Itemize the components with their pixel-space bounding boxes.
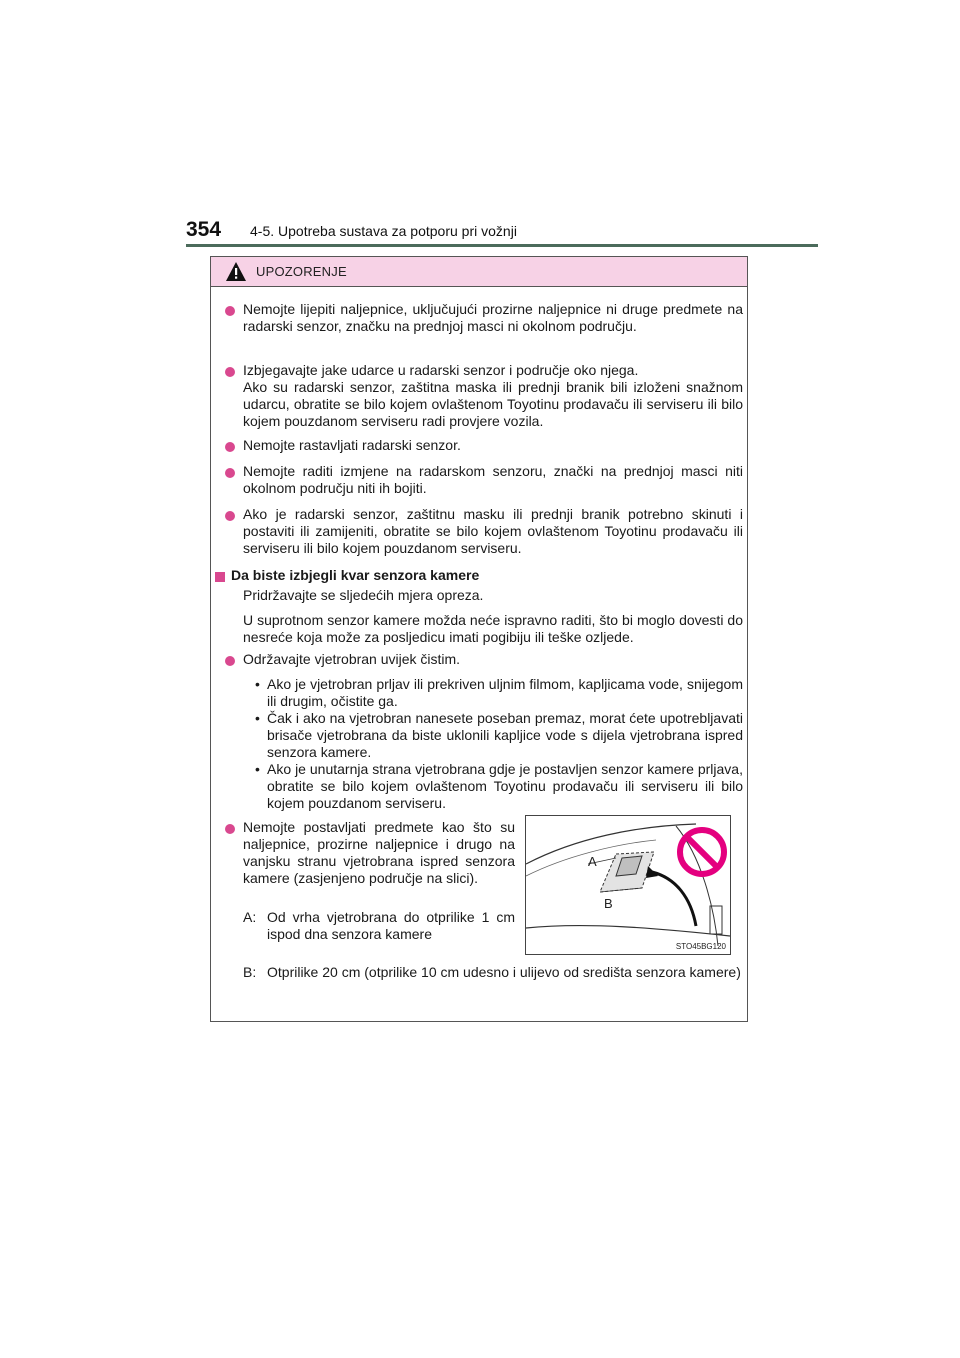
figure-label-a: A bbox=[588, 854, 597, 869]
camera-heading: Da biste izbjegli kvar senzora kamere bbox=[231, 567, 480, 583]
sub-bullet-marker: • bbox=[255, 761, 260, 777]
warning-bullet-2: Izbjegavajte jake udarce u radarski senzor i područje oko njega. bbox=[243, 362, 639, 378]
bullet-icon bbox=[225, 367, 235, 377]
warning-bullet-5: Ako je radarski senzor, zaštitnu masku ili prednji branik potrebno skinuti i postaviti ili zamijeniti, obratite se bilo kojem ovlaštenom Toyotinu prodavaču ili serviseru ili bilo kojem pouzdanom serviseru. bbox=[243, 506, 743, 556]
warning-triangle-icon bbox=[225, 261, 247, 282]
note-b-text: Otprilike 20 cm (otprilike 10 cm udesno i ulijevo od središta senzora kamere) bbox=[267, 964, 741, 980]
bullet-icon bbox=[225, 656, 235, 666]
warning-title: UPOZORENJE bbox=[256, 264, 347, 279]
sticker-bullet: Nemojte postavljati predmete kao što su naljepnice, prozirne naljepnice i drugo na vanjsku stranu vjetrobrana ispred senzora kamere (zasjenjeno područje na slici). bbox=[243, 819, 515, 886]
clean-windshield-bullet: Održavajte vjetrobran uvijek čistim. bbox=[243, 651, 461, 667]
section-title: 4-5. Upotreba sustava za potporu pri vožnji bbox=[250, 223, 517, 239]
bullet-icon bbox=[225, 824, 235, 834]
warning-header bbox=[211, 257, 747, 287]
figure-code: STO45BG120 bbox=[675, 942, 726, 951]
bullet-icon bbox=[225, 442, 235, 452]
note-b-label: B: bbox=[243, 964, 257, 980]
warning-bullet-4: Nemojte raditi izmjene na radarskom senzoru, znački na prednjoj masci niti okolnom području niti ih bojiti. bbox=[243, 463, 743, 496]
section-square-icon bbox=[215, 572, 225, 582]
warning-box bbox=[210, 256, 748, 1022]
camera-intro: Pridržavajte se sljedećih mjera opreza. bbox=[243, 587, 484, 603]
camera-warning: U suprotnom senzor kamere možda neće ispravno raditi, što bi moglo dovesti do nesreće koja može za posljedicu imati pogibiju ili teške ozljede. bbox=[243, 612, 743, 645]
sub-bullet-3: Ako je unutarnja strana vjetrobrana gdje je postavljen senzor kamere prljava, obratite se bilo kojem ovlaštenom Toyotinu prodavaču ili serviseru ili bilo kojem pouzdanom serviseru. bbox=[267, 761, 743, 811]
sub-bullet-2: Čak i ako na vjetrobran nanesete poseban premaz, morat ćete upotrebljavati brisače vjetrobrana da biste uklonili kapljice vode s dijela vjetrobrana ispred senzora kamere. bbox=[267, 710, 743, 760]
bullet-icon bbox=[225, 306, 235, 316]
windshield-figure bbox=[525, 815, 731, 955]
warning-bullet-1: Nemojte lijepiti naljepnice, uključujući prozirne naljepnice ni druge predmete na radarski senzor, značku na prednjoj masci ni okolnom području. bbox=[243, 301, 743, 334]
windshield-illustration bbox=[526, 816, 730, 954]
bullet-icon bbox=[225, 511, 235, 521]
figure-label-b: B bbox=[604, 896, 613, 911]
warning-bullet-3: Nemojte rastavljati radarski senzor. bbox=[243, 437, 461, 453]
warning-bullet-2-continuation: Ako su radarski senzor, zaštitna maska ili prednji branik bili izloženi snažnom udarcu, obratite se bilo kojem ovlaštenom Toyotinu prodavaču ili serviseru ili bilo kojem pouzdanom serviseru radi provjere vozila. bbox=[243, 379, 743, 429]
page-number: 354 bbox=[186, 218, 222, 241]
sub-bullet-marker: • bbox=[255, 676, 260, 692]
bullet-icon bbox=[225, 468, 235, 478]
note-a-label: A: bbox=[243, 909, 257, 925]
sub-bullet-1: Ako je vjetrobran prljav ili prekriven uljnim filmom, kapljicama vode, snijegom ili drugim, očistite ga. bbox=[267, 676, 743, 709]
sub-bullet-marker: • bbox=[255, 710, 260, 726]
note-a-text: Od vrha vjetrobrana do otprilike 1 cm ispod dna senzora kamere bbox=[267, 909, 515, 942]
page-header bbox=[186, 214, 818, 246]
header-rule bbox=[186, 244, 818, 247]
